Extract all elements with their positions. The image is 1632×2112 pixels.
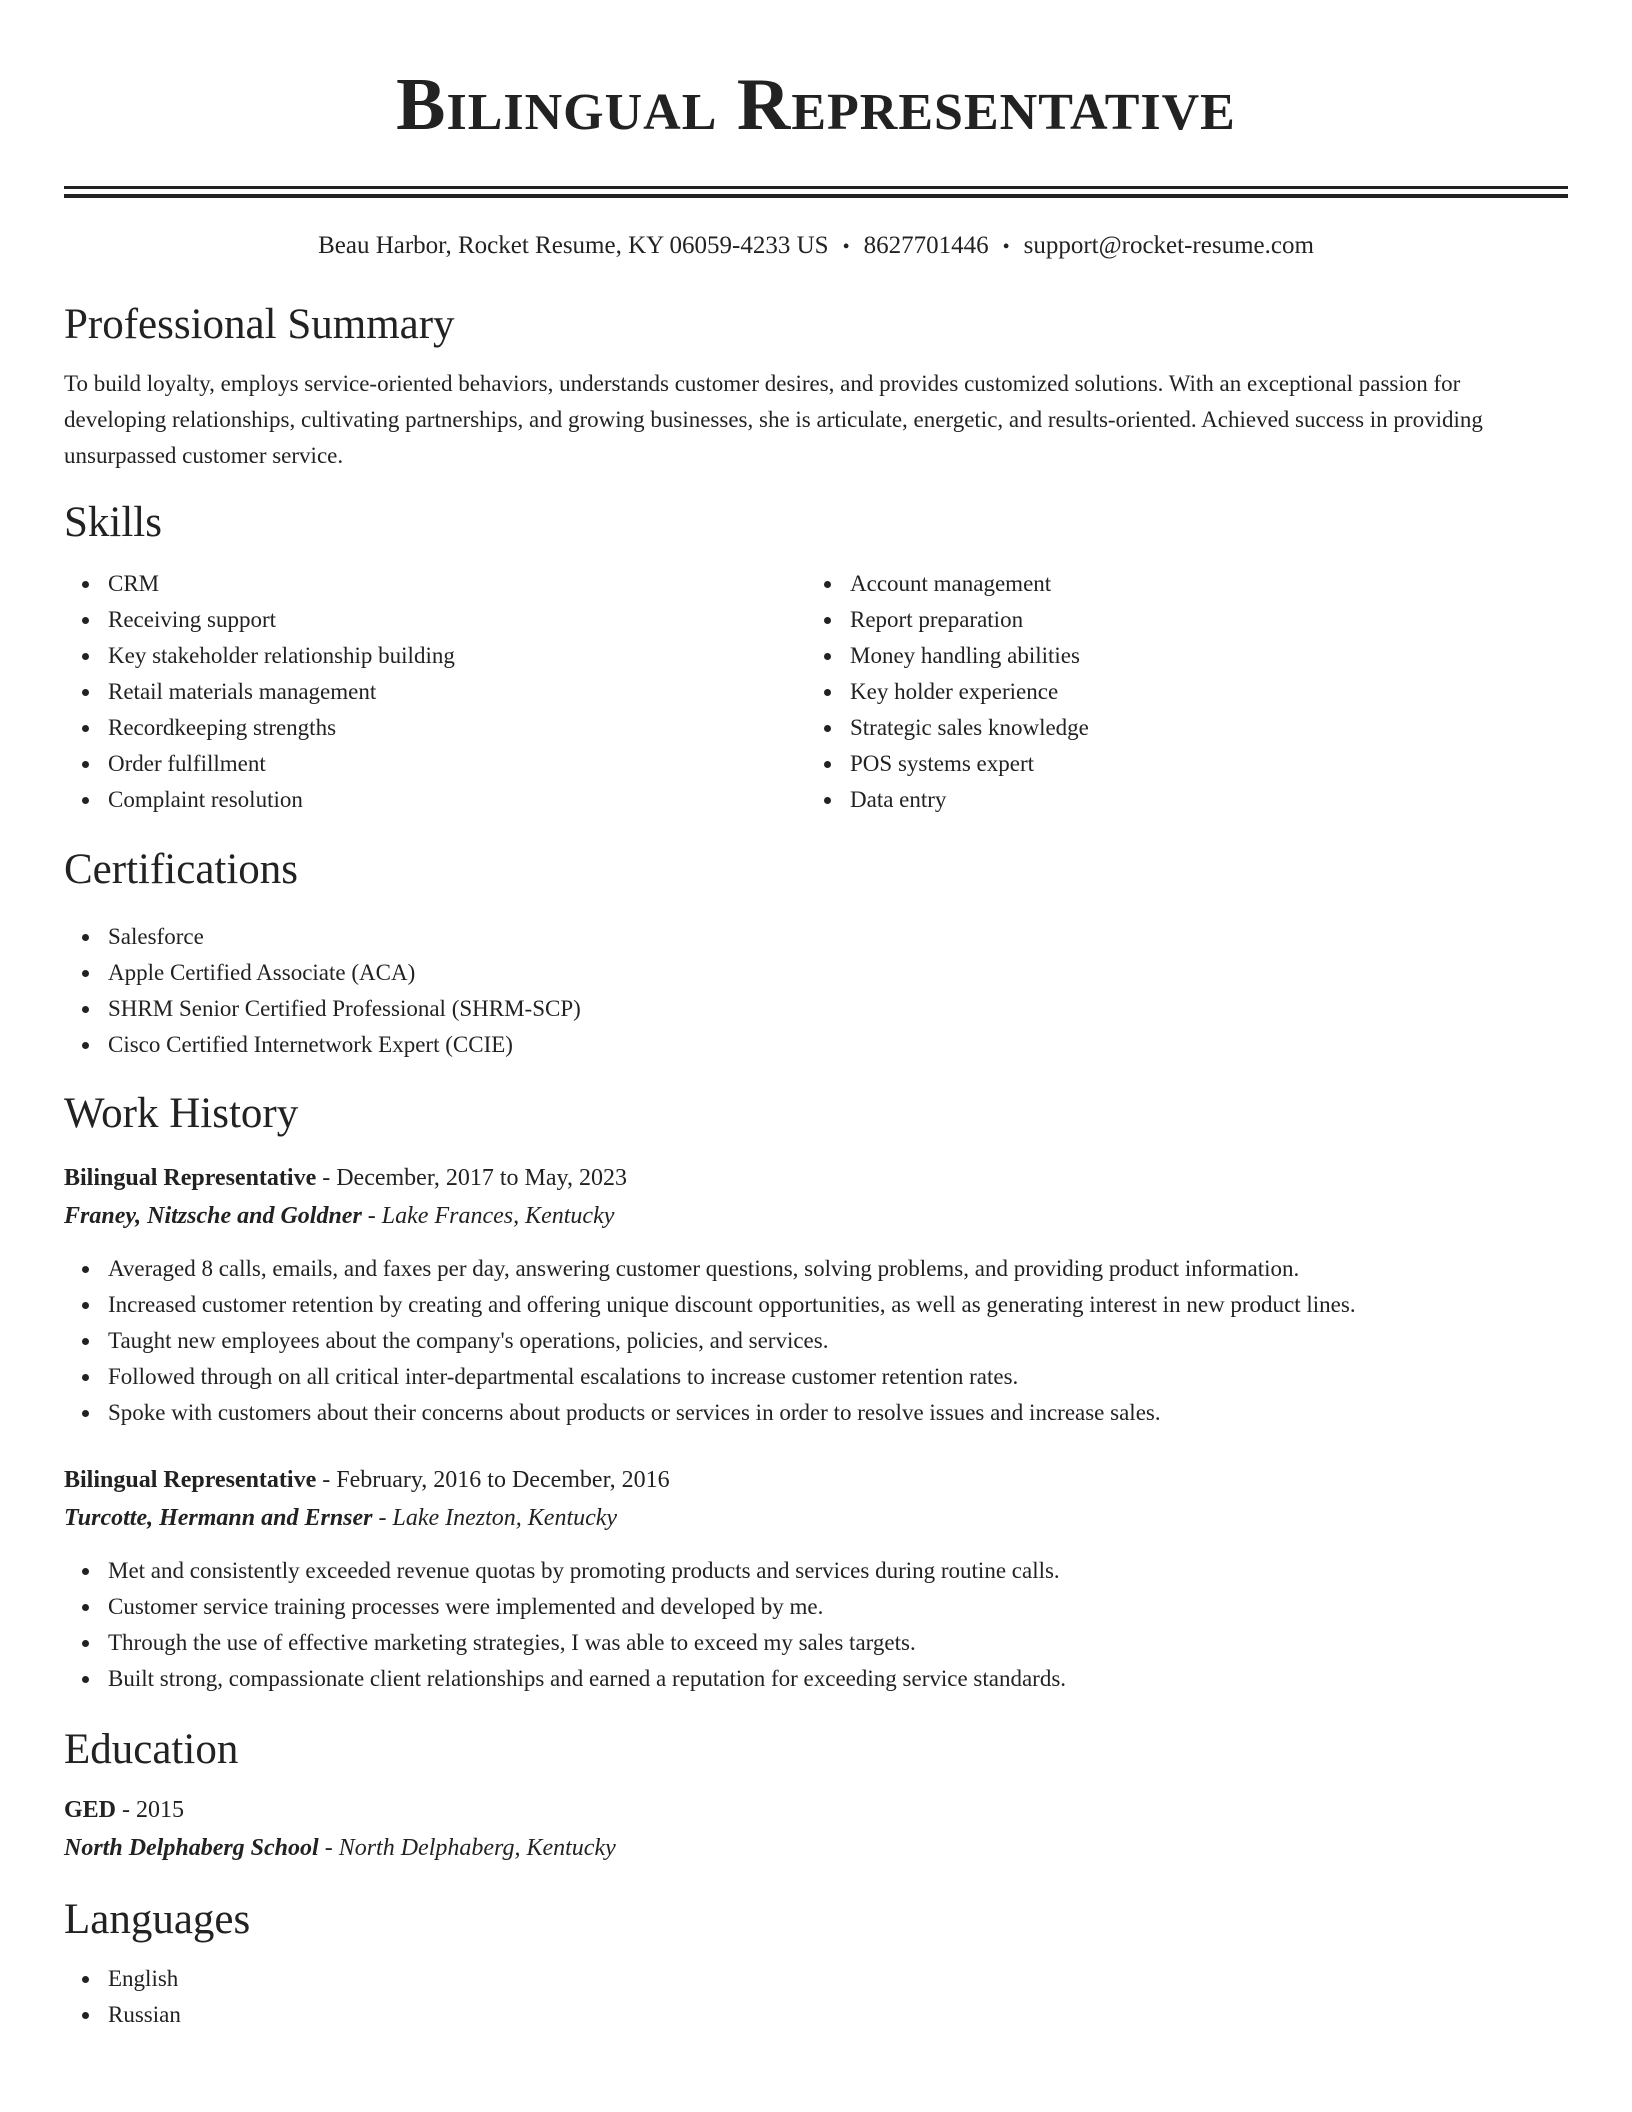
job-company-line: [64, 1499, 1568, 1537]
certification-item: Salesforce: [64, 919, 1568, 955]
certifications-section: [64, 845, 1568, 1063]
certifications-heading: Certifications: [64, 846, 299, 893]
education-degree: GED: [64, 1797, 117, 1823]
candidate-name: Bilingual Representative: [396, 64, 1236, 146]
education-location: - North Delphaberg, Kentucky: [318, 1835, 616, 1861]
job-bullet: Through the use of effective marketing strategies, I was able to exceed my sales targets.: [64, 1625, 1568, 1661]
education-entry: [64, 1791, 1568, 1867]
bullet-separator-icon: •: [1002, 236, 1010, 258]
skill-item: Complaint resolution: [64, 782, 806, 818]
skill-item: Receiving support: [64, 602, 806, 638]
education-school: North Delphaberg School: [64, 1835, 319, 1861]
language-item: Russian: [64, 1997, 1568, 2033]
skill-item: Key holder experience: [806, 674, 1548, 710]
job-title-line: [64, 1159, 1568, 1197]
certification-item: SHRM Senior Certified Professional (SHRM-SCP): [64, 991, 1568, 1027]
skill-item: Strategic sales knowledge: [806, 710, 1548, 746]
languages-section: [64, 1895, 1568, 2033]
job-title-line: [64, 1461, 1568, 1499]
job-title: Bilingual Representative: [64, 1165, 317, 1191]
skills-right-column: [806, 566, 1548, 818]
job-company: Turcotte, Hermann and Ernser: [64, 1505, 373, 1531]
skill-item: Key stakeholder relationship building: [64, 638, 806, 674]
job-bullet: Followed through on all critical inter-departmental escalations to increase customer retention rates.: [64, 1359, 1568, 1395]
education-heading: Education: [64, 1726, 239, 1773]
education-section: [64, 1725, 1568, 1867]
skill-item: CRM: [64, 566, 806, 602]
skill-item: Report preparation: [806, 602, 1548, 638]
job-location: - Lake Inezton, Kentucky: [372, 1505, 618, 1531]
skill-item: Data entry: [806, 782, 1548, 818]
job-bullets: [64, 1251, 1568, 1431]
skill-item: Retail materials management: [64, 674, 806, 710]
skills-right-list: [806, 566, 1548, 818]
language-item: English: [64, 1961, 1568, 1997]
skills-heading: Skills: [64, 499, 162, 546]
job-entry: [64, 1159, 1568, 1431]
languages-heading: Languages: [64, 1896, 251, 1943]
work-history-section: [64, 1089, 1568, 1697]
job-bullets: [64, 1553, 1568, 1697]
education-degree-line: [64, 1791, 1568, 1829]
summary-heading: Professional Summary: [64, 301, 455, 348]
job-title: Bilingual Representative: [64, 1467, 317, 1493]
job-bullet: Met and consistently exceeded revenue quotas by promoting products and services during routine calls.: [64, 1553, 1568, 1589]
skills-left-list: [64, 566, 806, 818]
job-dates: - February, 2016 to December, 2016: [316, 1467, 670, 1493]
job-dates: - December, 2017 to May, 2023: [316, 1165, 627, 1191]
certification-item: Apple Certified Associate (ACA): [64, 955, 1568, 991]
skill-item: Account management: [806, 566, 1548, 602]
bullet-separator-icon: •: [842, 236, 850, 258]
certification-item: Cisco Certified Internetwork Expert (CCIE): [64, 1027, 1568, 1063]
header-double-rule: [64, 186, 1568, 198]
skill-item: Money handling abilities: [806, 638, 1548, 674]
summary-section: [64, 300, 1568, 474]
job-bullet: Increased customer retention by creating and offering unique discount opportunities, as well as generating interest in new product lines.: [64, 1287, 1568, 1323]
languages-list: [64, 1961, 1568, 2033]
contact-email: support@rocket-resume.com: [1023, 232, 1314, 259]
contact-line: [64, 230, 1568, 263]
certifications-list: [64, 919, 1568, 1063]
skills-left-column: [64, 566, 806, 818]
work-history-heading: Work History: [64, 1090, 299, 1137]
education-school-line: [64, 1829, 1568, 1867]
skill-item: Order fulfillment: [64, 746, 806, 782]
skill-item: POS systems expert: [806, 746, 1548, 782]
skills-columns: [64, 566, 1568, 818]
contact-phone: 8627701446: [863, 232, 989, 259]
job-bullet: Averaged 8 calls, emails, and faxes per day, answering customer questions, solving problems, and providing product information.: [64, 1251, 1568, 1287]
job-company-line: [64, 1197, 1568, 1235]
summary-text: To build loyalty, employs service-oriented behaviors, understands customer desires, and provides customized solutions. With an exceptional passion for developing relationships, cultivating partnerships, and growing businesses, she is articulate, energetic, and results-oriented. Achieved success in providing unsurpassed customer service.: [64, 371, 1483, 468]
job-company: Franey, Nitzsche and Goldner: [64, 1203, 362, 1229]
job-entry: [64, 1461, 1568, 1697]
skill-item: Recordkeeping strengths: [64, 710, 806, 746]
skills-section: [64, 498, 1568, 818]
job-bullet: Taught new employees about the company's operations, policies, and services.: [64, 1323, 1568, 1359]
contact-address: Beau Harbor, Rocket Resume, KY 06059-4233 US: [318, 232, 829, 259]
job-location: - Lake Frances, Kentucky: [361, 1203, 615, 1229]
job-bullet: Customer service training processes were implemented and developed by me.: [64, 1589, 1568, 1625]
education-year: - 2015: [116, 1797, 185, 1823]
job-bullet: Built strong, compassionate client relationships and earned a reputation for exceeding service standards.: [64, 1661, 1568, 1697]
job-bullet: Spoke with customers about their concerns about products or services in order to resolve issues and increase sales.: [64, 1395, 1568, 1431]
